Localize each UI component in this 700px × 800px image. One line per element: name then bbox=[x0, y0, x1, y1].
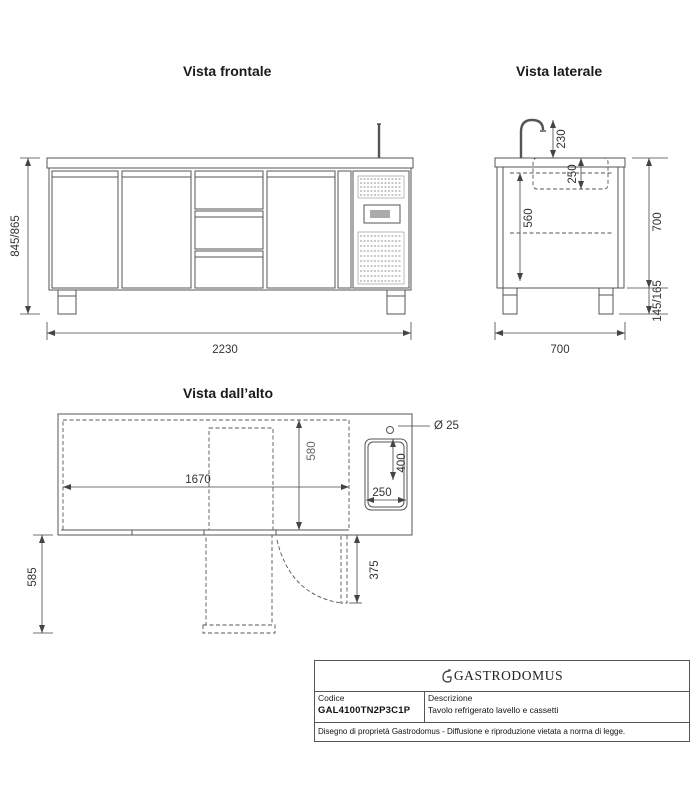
top-door-depth-label: 375 bbox=[369, 560, 381, 580]
code-value: GAL4100TN2P3C1P bbox=[318, 705, 411, 716]
brand-name: GASTRODOMUS bbox=[453, 668, 564, 683]
top-drawer-depth-label: 580 bbox=[306, 441, 318, 461]
side-feet-height-label: 145/165 bbox=[652, 280, 664, 322]
description-label: Descrizione bbox=[428, 693, 473, 703]
code-label: Codice bbox=[318, 693, 345, 703]
brand-logo bbox=[315, 661, 689, 692]
top-sink-width-label: 250 bbox=[372, 487, 392, 499]
front-view-title: Vista frontale bbox=[183, 63, 272, 79]
side-body-height-label: 700 bbox=[652, 212, 664, 232]
description-value: Tavolo refrigerato lavello e cassetti bbox=[428, 705, 559, 715]
brand-mark-icon bbox=[441, 669, 453, 683]
copyright-notice: Disegno di proprietà Gastrodomus - Diffusione e riproduzione vietata a norma di legge. bbox=[318, 727, 626, 736]
side-faucet-height-label: 230 bbox=[556, 129, 568, 149]
top-hole-label: Ø 25 bbox=[434, 420, 459, 432]
front-height-label: 845/865 bbox=[10, 215, 22, 257]
description-cell bbox=[425, 691, 689, 722]
top-open-depth-label: 585 bbox=[27, 567, 39, 587]
side-width-label: 700 bbox=[550, 344, 570, 356]
top-view-title: Vista dall’alto bbox=[183, 385, 273, 401]
side-view-title: Vista laterale bbox=[516, 63, 603, 79]
title-block bbox=[314, 660, 690, 742]
code-cell bbox=[315, 691, 425, 722]
title-block-info-row bbox=[315, 691, 689, 723]
side-sink-depth-label: 250 bbox=[567, 164, 579, 184]
top-sink-length-label: 400 bbox=[396, 453, 408, 473]
side-inner-height-label: 560 bbox=[523, 208, 535, 228]
front-width-label: 2230 bbox=[212, 344, 238, 356]
top-inner-width-label: 1670 bbox=[185, 474, 211, 486]
